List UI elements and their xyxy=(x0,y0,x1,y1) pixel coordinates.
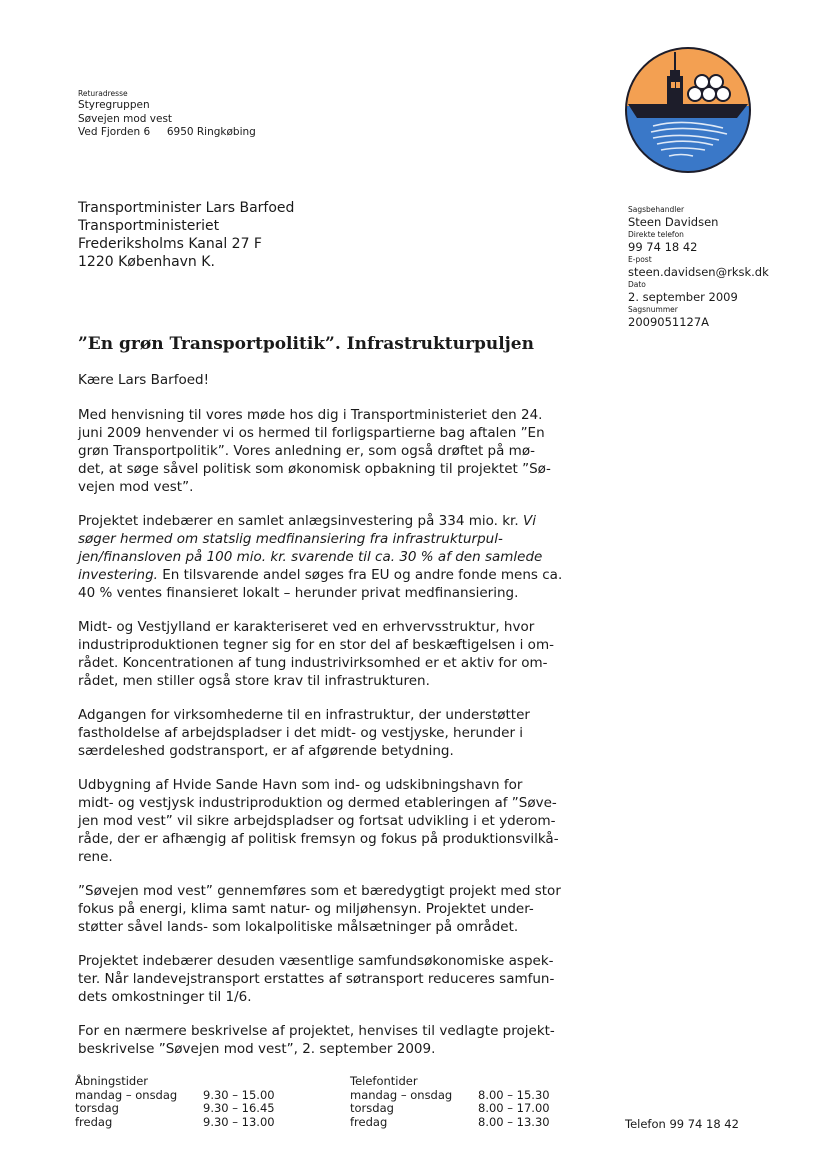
body-text-italic: Vi xyxy=(522,513,536,529)
email-value: steen.davidsen@rksk.dk xyxy=(628,265,769,279)
recipient-line: Transportministeriet xyxy=(78,218,220,234)
date-value: 2. september 2009 xyxy=(628,290,738,304)
paragraph xyxy=(78,618,588,690)
hours-row xyxy=(350,1116,550,1130)
body-line: råde, der er afhængig af politisk fremsyn og fokus på produktionsvilkå- xyxy=(78,831,559,847)
hours-day: torsdag xyxy=(350,1101,394,1115)
hours-row xyxy=(75,1089,275,1103)
body-line: 40 % ventes finansieret lokalt – herunder privat medfinansiering. xyxy=(78,585,519,601)
letter-body xyxy=(78,406,588,1074)
hours-day: torsdag xyxy=(75,1101,119,1115)
hours-time: 9.30 – 15.00 xyxy=(203,1087,275,1102)
phone-value: 99 74 18 42 xyxy=(628,240,698,254)
body-line: juni 2009 henvender vi os hermed til forligspartierne bag aftalen ”En xyxy=(78,425,545,441)
body-line: For en nærmere beskrivelse af projektet, henvises til vedlagte projekt- xyxy=(78,1023,555,1039)
hours-day: mandag – onsdag xyxy=(350,1087,453,1102)
phone-hours-title: Telefontider xyxy=(350,1074,418,1088)
date-label: Dato xyxy=(628,280,646,289)
recipient-address xyxy=(78,199,294,271)
opening-hours-title: Åbningstider xyxy=(75,1074,149,1088)
paragraph xyxy=(78,952,588,1006)
body-line: fokus på energi, klima samt natur- og miljøhensyn. Projektet under- xyxy=(78,901,534,917)
body-line: vejen mod vest”. xyxy=(78,479,194,495)
hours-row xyxy=(75,1116,275,1130)
body-line xyxy=(78,530,588,548)
body-line: Med henvisning til vores møde hos dig i Transportministeriet den 24. xyxy=(78,407,543,423)
return-address-line: Søvejen mod vest xyxy=(78,112,173,125)
hours-time: 8.00 – 13.30 xyxy=(478,1114,550,1129)
salutation: Kære Lars Barfoed! xyxy=(78,372,210,388)
paragraph xyxy=(78,1022,588,1058)
opening-hours xyxy=(75,1075,275,1129)
body-line: særdeleshed godstransport, er af afgørende betydning. xyxy=(78,743,454,759)
case-meta xyxy=(628,205,769,330)
body-line: Udbygning af Hvide Sande Havn som ind- og udskibningshavn for xyxy=(78,777,523,793)
body-line: industriproduktionen tegner sig for en stor del af beskæftigelsen i om- xyxy=(78,637,554,653)
phone-label: Direkte telefon xyxy=(628,230,684,239)
body-line: rene. xyxy=(78,849,113,865)
paragraph xyxy=(78,882,588,936)
paragraph xyxy=(78,706,588,760)
body-line: Adgangen for virksomhederne til en infrastruktur, der understøtter xyxy=(78,707,530,723)
hours-row xyxy=(75,1102,275,1116)
handler-label: Sagsbehandler xyxy=(628,205,685,214)
body-line: støtter såvel lands- som lokalpolitiske målsætninger på området. xyxy=(78,919,519,935)
body-line: Midt- og Vestjylland er karakteriseret ved en erhvervsstruktur, hvor xyxy=(78,619,535,635)
email-label: E-post xyxy=(628,255,652,264)
body-line: Projektet indebærer desuden væsentlige samfundsøkonomiske aspek- xyxy=(78,953,554,969)
body-line xyxy=(78,566,588,584)
return-address-label: Returadresse xyxy=(78,89,128,98)
hours-day: fredag xyxy=(75,1114,113,1129)
case-label: Sagsnummer xyxy=(628,305,678,314)
return-address-line: Ved Fjorden 6 6950 Ringkøbing xyxy=(78,126,256,138)
body-line: rådet. Koncentrationen af tung industrivirksomhed er et aktiv for om- xyxy=(78,655,548,671)
body-text-italic: investering. xyxy=(78,567,158,583)
paragraph xyxy=(78,776,588,866)
return-address xyxy=(78,89,256,140)
body-line xyxy=(78,548,588,566)
body-text-italic: søger hermed om statslig medfinansiering fra infrastrukturpul- xyxy=(78,531,503,547)
hours-time: 8.00 – 15.30 xyxy=(478,1087,550,1102)
body-line: grøn Transportpolitik”. Vores anledning er, som også drøftet på mø- xyxy=(78,443,535,459)
hours-day: mandag – onsdag xyxy=(75,1087,178,1102)
body-line xyxy=(78,512,588,530)
hours-time: 8.00 – 17.00 xyxy=(478,1101,550,1115)
body-line: fastholdelse af arbejdspladser i det midt- og vestjyske, herunder i xyxy=(78,725,524,741)
body-line: rådet, men stiller også store krav til infrastrukturen. xyxy=(78,673,430,689)
paragraph xyxy=(78,512,588,602)
harbour-logo-icon xyxy=(623,46,753,174)
body-line: dets omkostninger til 1/6. xyxy=(78,989,252,1005)
footer-phone: Telefon 99 74 18 42 xyxy=(625,1117,739,1131)
recipient-line: 1220 København K. xyxy=(78,254,215,270)
body-text-italic: jen/finansloven på 100 mio. kr. svarende til ca. 30 % af den samlede xyxy=(78,549,543,565)
handler-value: Steen Davidsen xyxy=(628,215,719,229)
recipient-line: Transportminister Lars Barfoed xyxy=(78,200,295,216)
recipient-line: Frederiksholms Kanal 27 F xyxy=(78,236,262,252)
body-line: det, at søge såvel politisk som økonomisk opbakning til projektet ”Sø- xyxy=(78,461,551,477)
body-line: ter. Når landevejstransport erstattes af søtransport reduceres samfun- xyxy=(78,971,555,987)
paragraph xyxy=(78,406,588,496)
body-line: midt- og vestjysk industriproduktion og dermed etableringen af ”Søve- xyxy=(78,795,557,811)
hours-time: 9.30 – 13.00 xyxy=(203,1114,275,1129)
hours-time: 9.30 – 16.45 xyxy=(203,1101,275,1115)
letter-heading: ”En grøn Transportpolitik”. Infrastrukturpuljen xyxy=(78,334,534,354)
body-line: beskrivelse ”Søvejen mod vest”, 2. september 2009. xyxy=(78,1041,436,1057)
hours-row xyxy=(350,1102,550,1116)
body-line: ”Søvejen mod vest” gennemføres som et bæredygtigt projekt med stor xyxy=(78,883,561,899)
body-line: jen mod vest” vil sikre arbejdspladser og fortsat udvikling i et yderom- xyxy=(78,813,556,829)
phone-hours xyxy=(350,1075,550,1129)
return-address-line: Styregruppen xyxy=(78,99,150,111)
body-text: Projektet indebærer en samlet anlægsinvestering på 334 mio. kr. xyxy=(78,513,519,529)
hours-row xyxy=(350,1089,550,1103)
case-value: 2009051127A xyxy=(628,315,710,329)
hours-day: fredag xyxy=(350,1114,388,1129)
body-text: En tilsvarende andel søges fra EU og andre fonde mens ca. xyxy=(162,567,563,583)
